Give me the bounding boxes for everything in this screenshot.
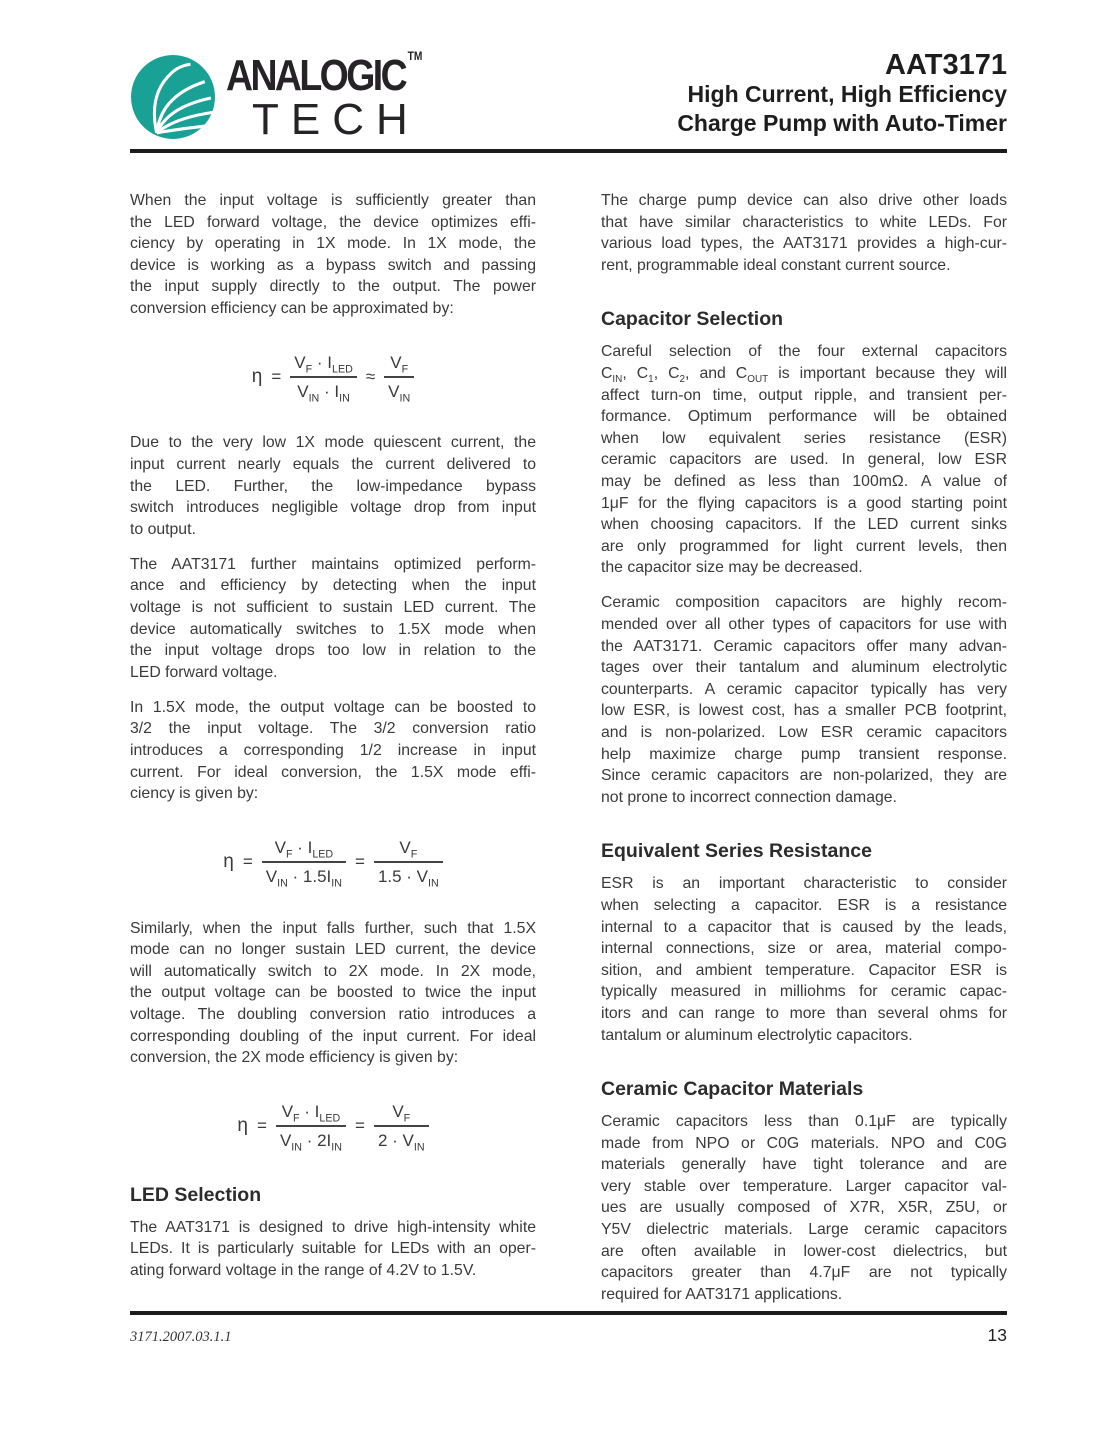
document-title-block — [677, 50, 1007, 138]
subscript: F — [401, 362, 409, 375]
text-line: Due to the very low 1X mode quiescent current, the — [130, 434, 536, 452]
text-line: typically measured in milliohms for ceramic capac- — [601, 983, 1007, 1001]
text-line: are often available in lower-cost dielectrics, but — [601, 1242, 1007, 1260]
text-line: very stable over temperature. Larger capacitor val- — [601, 1177, 1007, 1195]
text-line: various load types, the AAT3171 provides a high-cur- — [601, 235, 1007, 253]
text-line: the input voltage drops too low in relation to the — [130, 642, 536, 660]
subscript: F — [285, 848, 293, 861]
subscript: 2 — [679, 374, 686, 386]
text-line: Similarly, when the input falls further, such that 1.5X — [130, 919, 536, 937]
footer-rule — [130, 1311, 1007, 1315]
subscript: OUT — [747, 374, 769, 386]
paragraph-quiescent-current — [130, 432, 536, 540]
fraction-numerator: $V_F \cdot I_{LED}$ — [274, 837, 334, 861]
text-line: capacitors greater than 4.7μF are not typically — [601, 1264, 1007, 1282]
equals-sign: = — [355, 1116, 365, 1136]
text-line: not prone to incorrect connection damage. — [601, 788, 897, 806]
text-line: internal connections, size or area, material compo- — [601, 940, 1007, 958]
text-line: counterparts. A ceramic capacitor typically has very — [601, 680, 1007, 698]
fraction-numerator: $V_F$ — [399, 837, 418, 861]
text-line: to output. — [130, 520, 196, 538]
text-line: when selecting a capacitor. ESR is a resistance — [601, 896, 1007, 914]
text-line: The AAT3171 is designed to drive high-intensity white — [130, 1218, 536, 1236]
subscript: IN — [331, 1141, 343, 1154]
text-line: may be defined as less than 100mΩ. A value of — [601, 472, 1007, 490]
brand-analogic — [226, 50, 422, 98]
text-line: the AAT3171. Ceramic capacitors offer many advan- — [601, 637, 1007, 655]
text-line: the LED forward voltage, the device optimizes effi- — [130, 213, 536, 231]
text-line: conversion, the 2X mode efficiency is given by: — [130, 1049, 459, 1067]
fraction-denominator: $2 \cdot V_{IN}$ — [377, 1130, 425, 1154]
text-line: input current nearly equals the current delivered to — [130, 455, 536, 473]
subscript: IN — [399, 392, 411, 405]
page-footer — [130, 1325, 1007, 1346]
fraction — [374, 837, 443, 888]
text-line: ESR is an important characteristic to consider — [601, 875, 1007, 893]
text-line: that have similar characteristics to white LEDs. For — [601, 213, 1007, 231]
fraction-bar — [374, 861, 443, 863]
text-line: Ceramic capacitors less than 0.1μF are typically — [601, 1113, 1007, 1131]
fraction-denominator: $V_{IN} \cdot 1.5I_{IN}$ — [265, 867, 342, 890]
paragraph-ceramic-materials — [601, 1111, 1007, 1305]
document-code: 3171.2007.03.1.1 — [130, 1329, 232, 1345]
text-line: itors and can range to more than several ohms for — [601, 1004, 1007, 1022]
approx-sign: ≈ — [365, 367, 376, 387]
text-line: will automatically switch to 2X mode. In 2X mode, — [130, 962, 536, 980]
fraction-numerator: $V_F \cdot I_{LED}$ — [281, 1101, 341, 1125]
fraction-denominator: $V_{IN} \cdot 2I_{IN}$ — [279, 1130, 343, 1154]
paragraph-1x-mode — [130, 190, 536, 320]
text-line: The AAT3171 further maintains optimized perform- — [130, 555, 536, 573]
fraction-bar — [290, 376, 357, 378]
text-line: switch introduces negligible voltage drop from input — [130, 499, 536, 517]
formula-2x-efficiency — [130, 1101, 536, 1152]
text-line: help maximize charge pump transient response. — [601, 745, 1007, 763]
fraction — [262, 837, 346, 888]
text-line: 1μF for the flying capacitors is a good starting point — [601, 494, 1007, 512]
text-line: when choosing capacitors. If the LED current sinks — [601, 516, 1007, 534]
text-line: sition, and ambient temperature. Capacitor ESR is — [601, 961, 1007, 979]
eta-symbol: η — [237, 1115, 248, 1137]
fraction-numerator: $V_F$ — [392, 1101, 411, 1125]
two-column-body — [0, 153, 1105, 1319]
equals-sign: = — [257, 1116, 267, 1136]
paragraph-other-loads — [601, 190, 1007, 276]
text-line: materials generally have tight tolerance and are — [601, 1156, 1007, 1174]
text-line: voltage is not sufficient to sustain LED current. The — [130, 599, 536, 616]
subscript: IN — [413, 1141, 425, 1154]
brand-analogic-label: ANALOGIC — [226, 51, 406, 100]
text-line: ciency by operating in 1X mode. In 1X mode, the — [130, 235, 536, 253]
subscript: IN — [339, 392, 350, 405]
formula-1x-efficiency — [130, 352, 536, 403]
fraction — [276, 1101, 346, 1152]
paragraph-2x-mode — [130, 918, 536, 1069]
text-line: $C_{IN}$, $C_1$, $C_2$, and $C_{OUT}$ is important because they will — [601, 364, 1008, 386]
title-line-1: High Current, High Efficiency — [687, 81, 1007, 107]
fraction-denominator: $V_{IN} \cdot I_{IN}$ — [297, 381, 350, 405]
text-line: When the input voltage is sufficiently greater than — [130, 192, 536, 209]
equals-sign: = — [355, 852, 365, 872]
text-line: the LED. Further, the low-impedance bypass — [130, 477, 536, 495]
fraction-bar — [262, 861, 346, 863]
text-line: device automatically switches to 1.5X mode when — [130, 620, 536, 638]
subscript: IN — [331, 877, 342, 890]
text-line: tages over their tantalum and aluminum electrolytic — [601, 659, 1007, 677]
subscript: LED — [319, 1112, 341, 1125]
page-number: 13 — [987, 1325, 1007, 1345]
subscript: 1 — [648, 374, 654, 386]
text-line: internal to a capacitor that is caused by the leads, — [601, 918, 1007, 936]
text-line: voltage. The doubling conversion ratio introduces a — [130, 1006, 536, 1023]
fraction-denominator: $1.5 \cdot V_{IN}$ — [377, 867, 439, 890]
text-line: ues are usually composed of X7R, X5R, Z5U, or — [601, 1199, 1007, 1217]
text-line: introduces a corresponding 1/2 increase in input — [130, 742, 536, 760]
text-line: device is working as a bypass switch and passing — [130, 256, 536, 274]
text-line: ating forward voltage in the range of 4.2V to 1.5V. — [130, 1261, 477, 1279]
right-column — [601, 190, 1007, 1319]
fraction — [374, 1101, 429, 1152]
text-line: formance. Optimum performance will be obtained — [601, 408, 1007, 426]
text-line: Careful selection of the four external capacitors — [601, 343, 1007, 361]
text-line: LED forward voltage. — [130, 663, 278, 681]
text-line: Since ceramic capacitors are non-polarized, they are — [601, 767, 1007, 785]
analogictech-logo — [130, 50, 457, 142]
subscript: F — [293, 1112, 300, 1125]
fraction — [384, 352, 414, 403]
subscript: F — [403, 1112, 411, 1125]
subscript: IN — [308, 392, 320, 405]
fraction-numerator: $V_F \cdot I_{LED}$ — [294, 352, 353, 375]
text-line: when low equivalent series resistance (ESR) — [601, 429, 1007, 447]
text-line: 3/2 the input voltage. The 3/2 conversion ratio — [130, 720, 536, 738]
subscript: IN — [291, 1141, 302, 1154]
paragraph-auto-switch — [130, 554, 536, 684]
fraction-bar — [374, 1125, 429, 1127]
subscript: LED — [312, 848, 334, 861]
eta-symbol: η — [223, 851, 234, 873]
heading-led-selection: LED Selection — [130, 1183, 262, 1206]
leaf-logo-icon — [130, 54, 216, 140]
equals-sign: = — [242, 852, 253, 872]
text-line: In 1.5X mode, the output voltage can be boosted to — [130, 698, 536, 716]
paragraph-capacitor-selection — [601, 341, 1007, 579]
title-line-2: Charge Pump with Auto-Timer — [677, 110, 1007, 136]
equals-sign: = — [271, 367, 282, 387]
paragraph-esr — [601, 873, 1007, 1046]
page-header — [0, 0, 1105, 142]
text-line: tantalum or aluminum electrolytic capacitors. — [601, 1026, 913, 1044]
heading-ceramic-materials: Ceramic Capacitor Materials — [601, 1078, 864, 1101]
eta-symbol: η — [251, 366, 263, 388]
text-line: the capacitor size may be decreased. — [601, 559, 863, 577]
text-line: corresponding doubling of the input current. For ideal — [130, 1027, 536, 1045]
formula-1-5x-efficiency — [130, 837, 536, 888]
heading-capacitor-selection: Capacitor Selection — [601, 308, 784, 331]
text-line: required for AAT3171 applications. — [601, 1285, 843, 1303]
text-line: LEDs. It is particularly suitable for LEDs with an oper- — [130, 1240, 536, 1258]
text-line: low ESR, is lowest cost, has a smaller PCB footprint, — [601, 702, 1007, 720]
text-line: and is non-polarized. Low ESR ceramic capacitors — [601, 723, 1007, 741]
text-line: current. For ideal conversion, the 1.5X mode effi- — [130, 763, 536, 781]
fraction-denominator: $V_{IN}$ — [388, 381, 411, 405]
text-line: the input supply directly to the output. The power — [130, 278, 536, 296]
fraction-numerator: $V_F$ — [390, 352, 409, 375]
subscript: F — [305, 362, 313, 375]
paragraph-led-selection — [130, 1217, 536, 1282]
text-line: ceramic capacitors are used. In general, low ESR — [601, 451, 1007, 469]
paragraph-1-5x-mode — [130, 697, 536, 805]
fraction-bar — [384, 376, 414, 378]
brand-text — [226, 50, 457, 142]
subscript: IN — [428, 877, 439, 890]
subscript: IN — [277, 877, 288, 890]
text-line: made from NPO or C0G materials. NPO and C0G — [601, 1134, 1007, 1152]
paragraph-ceramic-composition — [601, 592, 1007, 808]
text-line: mode can no longer sustain LED current, the device — [130, 941, 536, 959]
text-line: affect turn-on time, output ripple, and transient per- — [601, 386, 1007, 404]
text-line: the output voltage can be boosted to twice the input — [130, 984, 536, 1002]
text-line: rent, programmable ideal constant current source. — [601, 256, 951, 274]
fraction — [290, 352, 357, 403]
text-line: are only programmed for light current levels, then — [601, 537, 1007, 555]
text-line: mended over all other types of capacitors for use with — [601, 616, 1007, 633]
subscript: F — [410, 848, 418, 861]
subscript: LED — [332, 362, 353, 375]
text-line: conversion efficiency can be approximated by: — [130, 299, 454, 317]
text-line: The charge pump device can also drive other loads — [601, 192, 1007, 209]
trademark-symbol: TM — [407, 49, 423, 63]
text-line: Y5V dielectric materials. Large ceramic capacitors — [601, 1221, 1007, 1239]
text-line: ance and efficiency by detecting when the input — [130, 577, 536, 595]
brand-tech: TECH — [252, 95, 420, 144]
fraction-bar — [276, 1125, 346, 1127]
subscript: IN — [612, 374, 623, 386]
left-column — [130, 190, 536, 1319]
heading-esr: Equivalent Series Resistance — [601, 840, 872, 863]
text-line: Ceramic composition capacitors are highly recom- — [601, 594, 1007, 612]
part-number: AAT3171 — [885, 49, 1007, 81]
text-line: ciency is given by: — [130, 785, 259, 803]
